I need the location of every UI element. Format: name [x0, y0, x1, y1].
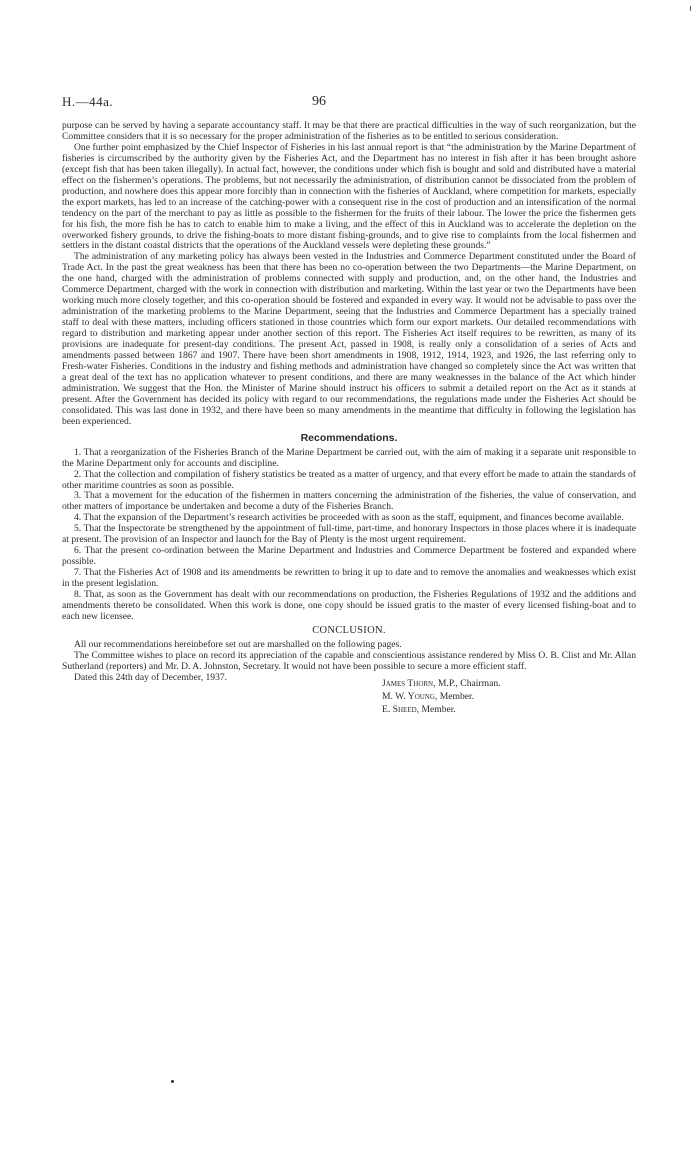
dated-text: Dated this 24th day of December, 1937.: [74, 671, 228, 683]
recommendation-item: 6. That the present co-ordination between the Marine Department and Industries and Commerce Department be fostered and expanded where possible.: [62, 545, 636, 568]
scan-mark: [690, 6, 691, 11]
recommendation-item: 4. That the expansion of the Department’s research activities be proceeded with as soon as the staff, equipment, and finances become available.: [74, 512, 624, 524]
signatory: [382, 677, 501, 690]
conclusion-heading: CONCLUSION.: [312, 624, 386, 636]
paragraph: purpose can be served by having a separate accountancy staff. It may be that there are practical difficulties in the way of such reorganization, but the Committee considers that it is so necessary for the proper administration of the fisheries as to be entitled to serious consideration.: [62, 120, 636, 142]
page-body: [62, 120, 636, 715]
recommendation-item: 1. That a reorganization of the Fisheries Branch of the Marine Department be carried out, with the aim of making it a separate unit responsible to the Marine Department only for accounts and discipline.: [62, 446, 636, 469]
dated-line: [62, 671, 636, 715]
page-header: [62, 94, 638, 110]
signatory-title: , Member.: [434, 690, 475, 702]
recommendation-item: 2. That the collection and compilation of fishery statistics be treated as a matter of urgency, and that every effort be made to attain the standards of other maritime countries as soon as possible.: [62, 468, 636, 491]
recommendation-item: 5. That the Inspectorate be strengthened by the appointment of full-time, part-time, and honorary Inspectors in those places where it is inadequate at present. The provision of an Inspector and launch for the Bay of Plenty is the most urgent requirement.: [62, 523, 636, 546]
signatory-name: James Thorn: [382, 677, 434, 689]
page-number: 96: [312, 94, 326, 109]
conclusion-paragraph: All our recommendations hereinbefore set out are marshalled on the following pages.: [74, 638, 402, 650]
recommendation-item: 8. That, as soon as the Government has dealt with our recommendations on production, the Fisheries Regulations of 1932 and the additions and amendments thereto be consolidated. When this work is done, one copy should be issued gratis to the master of every licensed fishing-boat and to each new licensee.: [62, 589, 636, 622]
signatories: [382, 677, 501, 716]
signatory: [382, 690, 501, 703]
recommendation-item: 3. That a movement for the education of the fishermen in matters concerning the administration of the fisheries, the value of conservation, and other matters of importance be undertaken and become a duty of the Fisheries Branch.: [62, 490, 636, 513]
paragraph: One further point emphasized by the Chief Inspector of Fisheries in his last annual report is that “the administration by the Marine Department of fisheries is circumscribed by the authority given by the Fisheries Act, and the Department has no interest in fish after it has been brought ashore (except fish that has been taken illegally). In actual fact, however, the conditions under which fish is bought and sold and distributed have a material effect on the fishermen’s operations. The problems, but not necessarily the administration, of distribution cannot be dissociated from the problem of production, and nowhere does this appear more forcibly than in connection with the fisheries of Auckland, where competition for markets, especially the export markets, has led to an increase of the catching-power with a consequent rise in the cost of production and an intensification of the normal tendency on the part of the merchant to pay as little as possible to the fishermen for the fruits of their labour. The lower the price the fishermen gets for his fish, the more fish he has to catch to enable him to make a living, and the effect of this in Auckland was to accelerate the depletion on the overworked fishery grounds, to drive the fishing-boats to more distant fishing-grounds, and to give rise to complaints from the local fishermen and settlers in the distant coastal districts that the operations of the Auckland vessels were depleting these grounds.”: [62, 141, 636, 252]
signatory-title: , M.P., Chairman.: [433, 677, 501, 689]
document-reference: H.—44a.: [62, 94, 114, 109]
signatory: [382, 703, 501, 716]
signatory-name: M. W. Young: [382, 690, 435, 702]
ink-speck: [171, 1080, 174, 1083]
recommendations-heading: Recommendations.: [300, 431, 398, 444]
signatory-title: , Member.: [416, 703, 456, 715]
paragraph: The administration of any marketing policy has always been vested in the Industries and Commerce Department constituted under the Board of Trade Act. In the past the great weakness has been that there has been no co-operation between the two Departments—the Marine Department, on the one hand, charged with the administration of problems connected with supply and production, and, on the other hand, the Industries and Commerce Department, charged with the work in connection with distribution and marketing. Within the last year or two the Departments have been working much more closely together, and this co-operation should be fostered and expanded in every way. It would not be advisable to pass over the administration of the marketing problems to the Marine Department, seeing that the Industries and Commerce Department has a specially trained staff to deal with these matters, including officers stationed in those countries which form our export markets. Our detailed recommendations with regard to distribution and marketing appear under another section of this report. The Fisheries Act itself requires to be rewritten, as many of its provisions are inadequate for present-day conditions. The present Act, passed in 1908, is really only a consolidation of a series of Acts and amendments passed between 1867 and 1907. There have been short amendments in 1908, 1912, 1914, 1923, and 1926, the last referring only to Fresh-water Fisheries. Conditions in the industry and fishing methods and administration have changed so completely since the Act was written that a great deal of the text has no application whatever to present conditions, and there are many weaknesses in the balance of the Act which hinder administration. We suggest that the Hon. the Minister of Marine should instruct his officers to submit a detailed report on the Act as it stands at present. After the Government has decided its policy with regard to our recommendations, the regulations made under the Fisheries Act should be consolidated. This was last done in 1932, and there have been so many amendments in the meantime that difficulty in following the legislation has been experienced.: [62, 251, 636, 427]
recommendation-item: 7. That the Fisheries Act of 1908 and its amendments be rewritten to bring it up to date and to remove the anomalies and weaknesses which exist in the present legislation.: [62, 567, 636, 590]
conclusion-paragraph: The Committee wishes to place on record its appreciation of the capable and conscientious assistance rendered by Miss O. B. Clist and Mr. Allan Sutherland (reporters) and Mr. D. A. Johnston, Secretary. It would not have been possible to secure a more efficient staff.: [62, 649, 636, 672]
signatory-name: E. Sheed: [382, 703, 417, 715]
